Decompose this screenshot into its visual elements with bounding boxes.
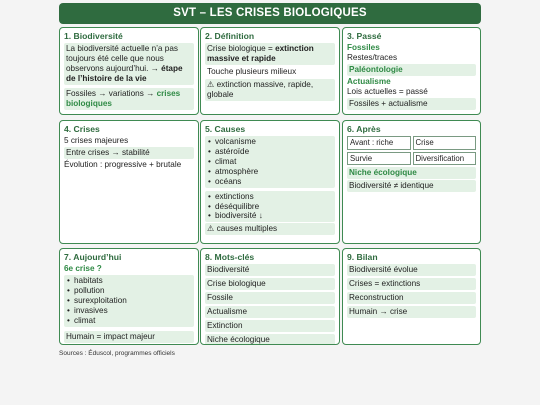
table-cell: Diversification: [413, 152, 477, 166]
consequences-list: [205, 191, 335, 223]
card-heading: 5. Causes: [205, 124, 246, 134]
text: Fossiles → variations →: [66, 89, 155, 99]
text: Restes/traces: [347, 53, 398, 63]
summary-item: Humain → crise: [347, 306, 476, 318]
causes-list: [205, 136, 335, 187]
card-heading: 7. Aujourd’hui: [64, 252, 122, 262]
text: 5 crises majeures: [64, 136, 129, 146]
list-item: • invasives: [66, 306, 192, 316]
keyword-item: Extinction: [205, 320, 335, 332]
text: Touche plusieurs milieux: [207, 67, 297, 77]
text-block: [205, 43, 335, 65]
list-item: • climat: [66, 316, 192, 326]
card-passe: [342, 27, 481, 115]
list-item: • habitats: [66, 276, 192, 286]
warning-text: ⚠ causes multiples: [205, 223, 335, 235]
card-heading: 6. Après: [347, 124, 381, 134]
card-mots-cles: [200, 248, 340, 345]
summary-item: Crises = extinctions: [347, 278, 476, 290]
keyword-item: Biodiversité: [205, 264, 335, 276]
card-heading: 1. Biodiversité: [64, 31, 123, 41]
card-biodiversite: [59, 27, 199, 115]
list-item: • volcanisme: [207, 137, 333, 147]
keyword-item: Actualisme: [205, 306, 335, 318]
text-bold: extinction massive et rapide: [207, 44, 314, 64]
table-cell: Avant : riche: [347, 136, 411, 150]
keyword-item: Fossile: [205, 292, 335, 304]
card-bilan: [342, 248, 481, 345]
stages-table: [347, 136, 476, 165]
keyword: 6e crise ?: [64, 264, 102, 274]
card-apres: [342, 120, 481, 244]
keyword-item: Niche écologique: [205, 334, 335, 345]
list-item: • biodiversité ↓: [207, 211, 333, 221]
keyword: Fossiles: [347, 43, 380, 53]
summary-item: Reconstruction: [347, 292, 476, 304]
list-item: • déséquilibre: [207, 202, 333, 212]
warning-text: ⚠ extinction massive, rapide, globale: [205, 79, 335, 101]
keyword: Actualisme: [347, 77, 391, 87]
text-block: [64, 88, 194, 110]
card-definition: [200, 27, 340, 115]
keyword: Niche écologique: [347, 167, 476, 179]
summary-item: Biodiversité évolue: [347, 264, 476, 276]
list-item: • surexploitation: [66, 296, 192, 306]
card-aujourdhui: [59, 248, 199, 345]
card-heading: 3. Passé: [347, 31, 382, 41]
card-heading: 4. Crises: [64, 124, 100, 134]
card-causes: [200, 120, 340, 244]
text: Évolution : progressive + brutale: [64, 160, 182, 170]
sources-footnote: Sources : Éduscol, programmes officiels: [59, 350, 175, 357]
list-item: • pollution: [66, 286, 192, 296]
table-cell: Survie: [347, 152, 411, 166]
list-item: • astéroïde: [207, 147, 333, 157]
list-item: • extinctions: [207, 192, 333, 202]
text-block: Fossiles + actualisme: [347, 98, 476, 110]
list-item: • océans: [207, 177, 333, 187]
keyword: Paléontologie: [347, 64, 476, 76]
table-cell: Crise: [413, 136, 477, 150]
page-title: SVT – LES CRISES BIOLOGIQUES: [59, 3, 481, 24]
text-block: [64, 43, 194, 85]
text: Lois actuelles = passé: [347, 87, 428, 97]
card-heading: 9. Bilan: [347, 252, 378, 262]
list-item: • atmosphère: [207, 167, 333, 177]
card-heading: 8. Mots-clés: [205, 252, 255, 262]
text: La biodiversité actuelle n’a pas toujours été celle que nous observons aujourd’hui. →: [66, 44, 178, 74]
text-block: Entre crises → stabilité: [64, 147, 194, 159]
card-heading: 2. Définition: [205, 31, 255, 41]
card-crises: [59, 120, 199, 244]
text-block: Biodiversité ≠ identique: [347, 180, 476, 192]
text-bold: étape de l’histoire de la vie: [66, 64, 183, 84]
text-block: Humain = impact majeur: [64, 331, 194, 343]
text-green: crises biologiques: [66, 89, 181, 109]
text: Crise biologique =: [207, 44, 273, 54]
list-item: • climat: [207, 157, 333, 167]
keyword-item: Crise biologique: [205, 278, 335, 290]
threats-list: [64, 275, 194, 326]
